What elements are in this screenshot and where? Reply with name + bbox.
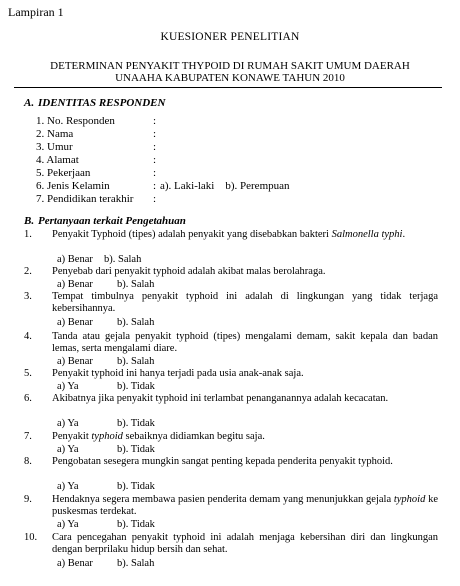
question-number: 2. — [24, 266, 32, 277]
question-text: Penyebab dari penyakit typhoid adalah akibat malas berolahraga. — [52, 266, 326, 277]
italic-term: typhoid — [393, 494, 426, 505]
question-3 — [24, 291, 438, 314]
question-text: Akibatnya jika penyakit typhoid ini terlambat penanganannya adalah kecacatan. — [52, 393, 389, 404]
question-number: 1. — [24, 229, 32, 240]
question-number: 3. — [24, 291, 32, 302]
field-colon: : — [153, 128, 157, 140]
section-a-number: A. — [24, 97, 35, 109]
option-a[interactable]: a) Benar — [57, 558, 93, 569]
field-label: 4. Alamat — [36, 154, 79, 166]
option-b[interactable]: b). Tidak — [117, 519, 155, 530]
option-b[interactable]: b). Salah — [117, 317, 155, 328]
option-a[interactable]: a) Benar — [57, 254, 93, 265]
question-number: 8. — [24, 456, 32, 467]
option-b[interactable]: b). Tidak — [117, 381, 155, 392]
question-text: Cara pencegahan penyakit typhoid ini adalah menjaga kebersihan diri dan lingkungan dengan berprilaku hidup bersih dan sehat. — [52, 532, 438, 555]
field-label: 2. Nama — [36, 128, 74, 140]
question-text: Tempat timbulnya penyakit typhoid ini adalah di lingkungan yang tidak terjaga kebersihannya. — [52, 291, 438, 314]
option-b[interactable]: b). Salah — [117, 558, 155, 569]
question-2 — [24, 266, 438, 278]
option-a[interactable]: a) Benar — [57, 279, 93, 290]
option-a[interactable]: a) Ya — [57, 519, 79, 530]
option-b[interactable]: b). Salah — [117, 356, 155, 367]
field-label: 6. Jenis Kelamin — [36, 180, 110, 192]
option-a[interactable]: a) Benar — [57, 356, 93, 367]
option-a[interactable]: a) Benar — [57, 317, 93, 328]
question-8 — [24, 456, 438, 468]
question-text: Penyakit Typhoid (tipes) adalah penyakit yang disebabkan bakteri Salmonella typhi. — [52, 229, 406, 240]
question-7 — [24, 431, 438, 443]
document-subtitle — [0, 60, 460, 84]
question-9 — [24, 494, 438, 517]
header-divider — [14, 87, 442, 88]
question-4 — [24, 331, 438, 354]
field-label: 3. Umur — [36, 141, 73, 153]
question-1 — [24, 229, 438, 241]
option-b[interactable]: b). Tidak — [117, 444, 155, 455]
question-number: 5. — [24, 368, 32, 379]
field-colon: : — [153, 154, 157, 166]
field-label: 1. No. Responden — [36, 115, 115, 127]
appendix-label: Lampiran 1 — [8, 5, 64, 19]
question-number: 7. — [24, 431, 32, 442]
field-colon: : — [153, 167, 157, 179]
field-label: 5. Pekerjaan — [36, 167, 91, 179]
question-text: Hendaknya segera membawa pasien penderita demam yang menunjukkan gejala typhoid ke puskesmas terdekat. — [52, 494, 438, 517]
question-text: Penyakit typhoid ini hanya terjadi pada usia anak-anak saja. — [52, 368, 304, 379]
field-colon: : — [153, 180, 157, 192]
section-a-heading — [24, 97, 165, 109]
option-b[interactable]: b). Salah — [104, 254, 142, 265]
question-number: 4. — [24, 331, 32, 342]
question-text: Pengobatan sesegera mungkin sangat penting kepada penderita penyakit typhoid. — [52, 456, 393, 467]
question-text: Tanda atau gejala penyakit typhoid (tipes) mengalami demam, sakit kepala dan badan lemas, serta mengalami diare. — [52, 331, 438, 354]
option-b[interactable]: b). Tidak — [117, 418, 155, 429]
italic-term: Salmonella typhi — [331, 229, 403, 240]
italic-term: typhoid — [91, 431, 123, 442]
question-text: Penyakit typhoid sebaiknya didiamkan begitu saja. — [52, 431, 265, 442]
option-b[interactable]: b). Tidak — [117, 481, 155, 492]
option-a[interactable]: a) Ya — [57, 381, 79, 392]
field-colon: : — [153, 141, 157, 153]
question-number: 10. — [24, 532, 38, 543]
field-label: 7. Pendidikan terakhir — [36, 193, 134, 205]
field-colon: : — [153, 193, 157, 205]
question-10 — [24, 532, 438, 555]
option-a[interactable]: a) Ya — [57, 444, 79, 455]
option-a[interactable]: a) Ya — [57, 418, 79, 429]
section-a-title: IDENTITAS RESPONDEN — [38, 97, 166, 109]
field-colon: : — [153, 115, 157, 127]
question-5 — [24, 368, 438, 380]
question-6 — [24, 393, 438, 405]
question-number: 6. — [24, 393, 32, 404]
gender-options[interactable]: a). Laki-laki b). Perempuan — [160, 180, 290, 192]
subtitle-line-1: DETERMINAN PENYAKIT THYPOID DI RUMAH SAKIT UMUM DAERAH — [50, 60, 410, 72]
subtitle-line-2: UNAAHA KABUPATEN KONAWE TAHUN 2010 — [115, 72, 345, 84]
option-b[interactable]: b). Salah — [117, 279, 155, 290]
option-a[interactable]: a) Ya — [57, 481, 79, 492]
document-title: KUESIONER PENELITIAN — [160, 31, 300, 43]
section-b-heading — [24, 215, 186, 227]
section-b-title: Pertanyaan terkait Pengetahuan — [38, 215, 186, 227]
question-number: 9. — [24, 494, 32, 505]
section-b-number: B. — [24, 215, 35, 227]
